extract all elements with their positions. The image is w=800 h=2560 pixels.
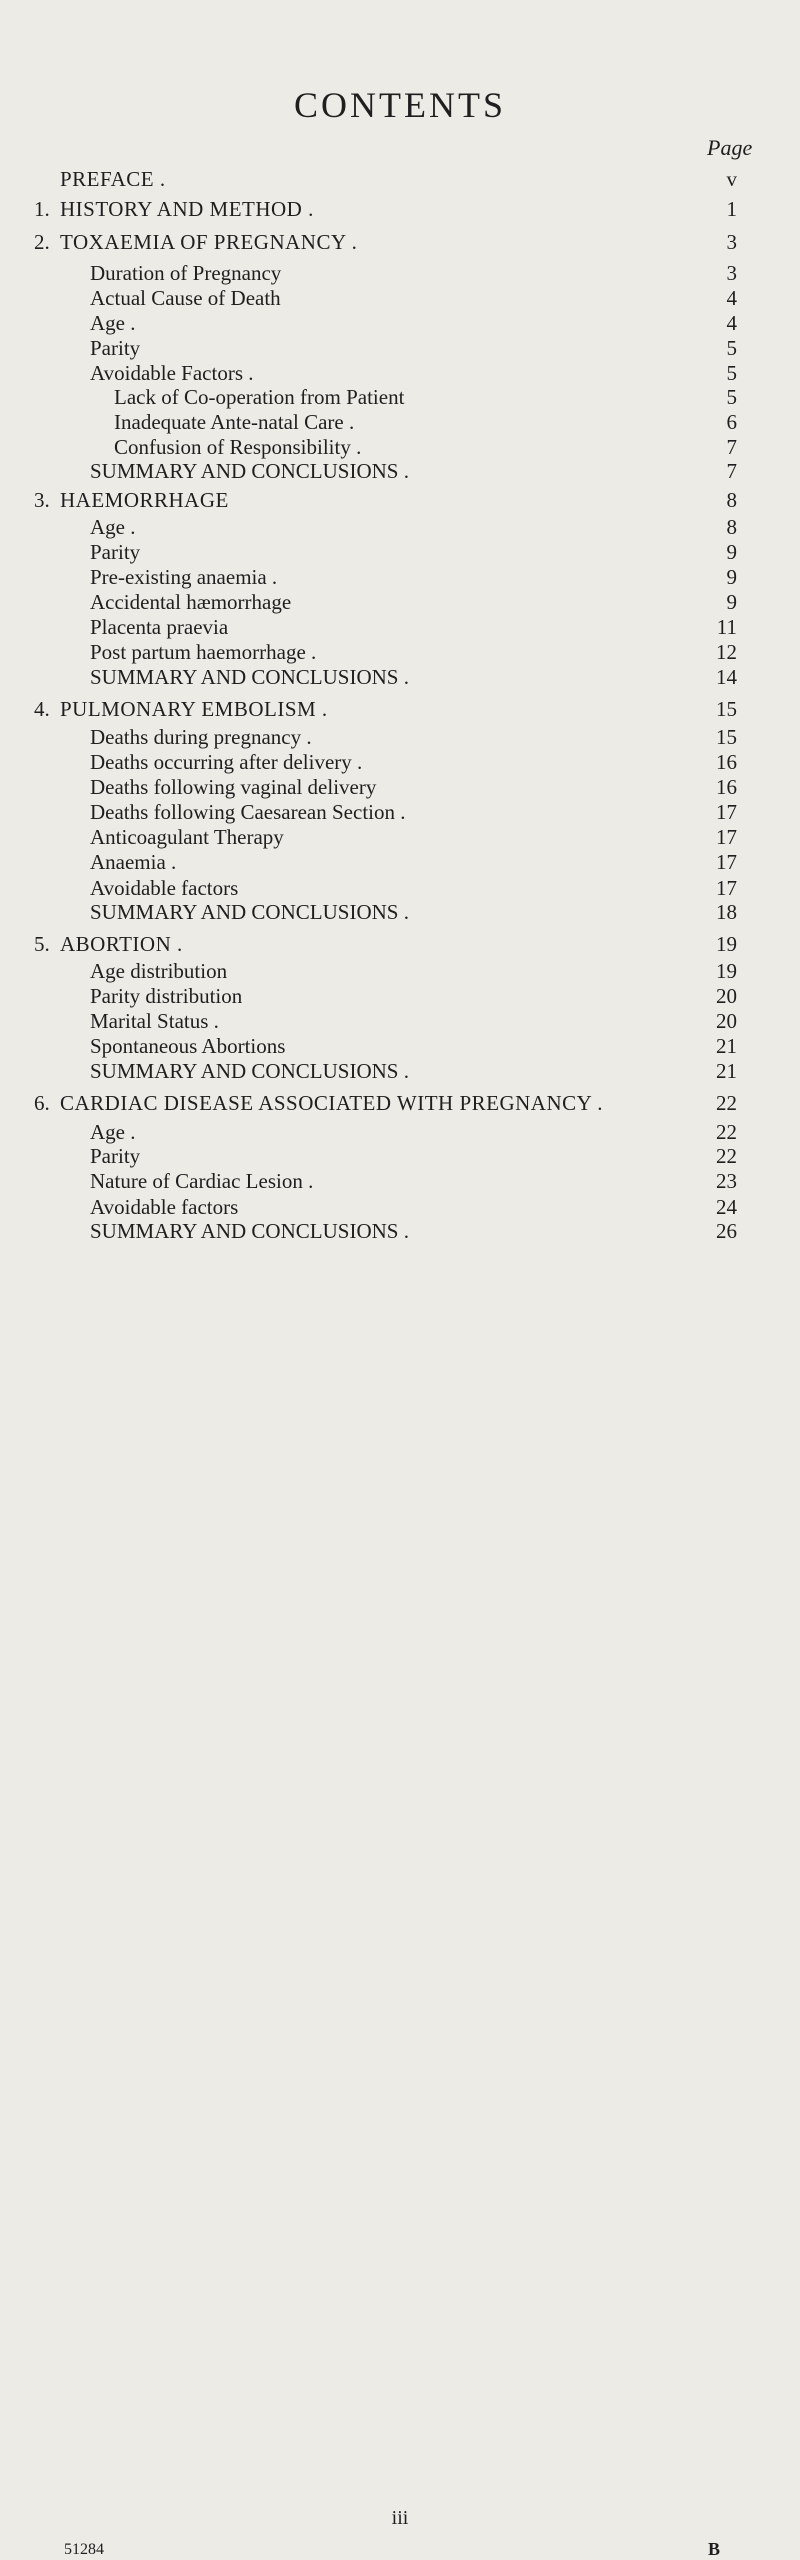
entry-title: Deaths occurring after delivery . [90, 750, 363, 775]
entry-page-number: 17 [716, 850, 737, 875]
entry-title: CARDIAC DISEASE ASSOCIATED WITH PREGNANCY . [60, 1091, 604, 1115]
toc-section-entry [0, 749, 800, 775]
toc-section-entry [0, 285, 800, 311]
entry-title: TOXAEMIA OF PREGNANCY . [60, 230, 358, 255]
entry-page-number: 11 [716, 615, 737, 639]
toc-chapter-entry [0, 696, 800, 722]
entry-title: HISTORY AND METHOD . [60, 196, 314, 221]
toc-chapter-entry [0, 196, 800, 222]
entry-title: Accidental hæmorrhage [90, 589, 292, 614]
entry-title: Age . [90, 1119, 136, 1144]
page-footer [0, 1252, 800, 2559]
entry-title: SUMMARY AND CONCLUSIONS . [90, 459, 409, 484]
toc-section-entry [0, 1008, 800, 1034]
entry-title: Avoidable factors [90, 1194, 239, 1219]
entry-title: ABORTION . [60, 932, 183, 957]
entry-page-number: 20 [716, 983, 737, 1008]
page-title: CONTENTS [294, 85, 506, 125]
entry-page-number: 26 [716, 1219, 737, 1243]
entry-title: SUMMARY AND CONCLUSIONS . [90, 899, 409, 924]
toc-chapter-entry [0, 487, 800, 513]
print-code: 51284 [64, 2541, 104, 2558]
entry-page-number: 19 [716, 959, 737, 984]
entry-page-number: 18 [716, 899, 737, 924]
entry-title: Nature of Cardiac Lesion . [90, 1169, 314, 1194]
entry-title: Duration of Pregnancy [90, 260, 282, 285]
entry-page-number: 20 [716, 1009, 737, 1033]
entry-title: Parity [90, 1144, 141, 1169]
toc-section-entry [0, 1033, 800, 1059]
entry-page-number: 8 [726, 487, 737, 512]
entry-title: SUMMARY AND CONCLUSIONS . [90, 1219, 409, 1243]
chapter-number: 1. [34, 196, 50, 221]
chapter-number: 2. [34, 230, 50, 255]
toc-section-entry [0, 1143, 800, 1169]
toc-section-entry [0, 875, 800, 901]
entry-page-number: 9 [726, 565, 737, 590]
entry-title: PULMONARY EMBOLISM . [60, 697, 328, 722]
chapter-number: 6. [34, 1091, 50, 1115]
entry-page-number: 17 [716, 825, 737, 850]
entry-title: HAEMORRHAGE [60, 487, 229, 512]
page-column-label: Page [707, 135, 753, 160]
chapter-number: 3. [34, 487, 50, 512]
toc-section-entry [0, 824, 800, 850]
toc-section-entry [0, 614, 800, 640]
toc-section-entry [0, 310, 800, 336]
page-number: iii [391, 2507, 409, 2529]
entry-page-number: 22 [716, 1119, 737, 1144]
entry-title: Age . [90, 311, 136, 336]
toc-section-entry [0, 458, 800, 484]
toc-section-entry [0, 639, 800, 665]
entry-page-number: 5 [726, 385, 737, 410]
entry-page-number: 4 [726, 311, 737, 336]
toc-section-entry [0, 799, 800, 825]
toc-section-entry [0, 434, 800, 460]
entry-page-number: 9 [726, 540, 737, 565]
entry-page-number: 5 [726, 335, 737, 360]
entry-title: Inadequate Ante-natal Care . [114, 409, 355, 434]
entry-title: Anaemia . [90, 850, 177, 875]
entry-title: Marital Status . [90, 1009, 219, 1033]
toc-section-entry [0, 1058, 800, 1084]
entry-title: Avoidable Factors . [90, 360, 254, 385]
entry-page-number: 23 [716, 1169, 737, 1194]
entry-page-number: 22 [716, 1091, 737, 1115]
toc-section-entry [0, 384, 800, 410]
toc-section-entry [0, 664, 800, 690]
entry-page-number: 4 [726, 286, 737, 310]
entry-title: SUMMARY AND CONCLUSIONS . [90, 1058, 409, 1083]
entry-page-number: 3 [726, 230, 737, 255]
entry-title: Parity [90, 335, 141, 360]
entry-title: Lack of Co-operation from Patient [114, 385, 405, 410]
toc-section-entry [0, 589, 800, 615]
entry-title: Placenta praevia [90, 615, 229, 639]
signature-mark: B [708, 2539, 721, 2559]
toc-section-entry [0, 360, 800, 386]
entry-page-number: 16 [716, 750, 737, 775]
entry-page-number: 15 [716, 725, 737, 749]
entry-title: Parity [90, 540, 141, 565]
entry-title: Deaths following Caesarean Section . [90, 799, 406, 824]
toc-section-entry [0, 1194, 800, 1220]
entry-title: Anticoagulant Therapy [90, 825, 284, 850]
toc-section-entry [0, 409, 800, 435]
toc-chapter-entry [0, 229, 800, 255]
entry-page-number: 15 [716, 697, 737, 722]
entry-page-number: 7 [726, 434, 737, 459]
entry-page-number: 22 [716, 1144, 737, 1169]
entry-page-number: 7 [726, 459, 737, 484]
entry-page-number: 17 [716, 875, 737, 900]
toc-section-entry [0, 774, 800, 800]
entry-title: Age distribution [90, 959, 228, 984]
entry-page-number: 1 [726, 196, 737, 221]
entry-title: Parity distribution [90, 983, 243, 1008]
chapter-number: 5. [34, 932, 50, 957]
toc-chapter-entry [0, 1090, 800, 1116]
toc-section-entry [0, 539, 800, 565]
entry-page-number: v [726, 167, 737, 191]
entry-page-number: 19 [716, 932, 737, 957]
toc-section-entry [0, 899, 800, 925]
entry-page-number: 21 [716, 1034, 737, 1059]
entry-page-number: 8 [726, 515, 737, 539]
entry-title: Actual Cause of Death [90, 286, 281, 310]
entry-title: Confusion of Responsibility . [114, 434, 362, 459]
entry-page-number: 3 [726, 260, 737, 285]
entry-title: Avoidable factors [90, 875, 239, 900]
entry-title: SUMMARY AND CONCLUSIONS . [90, 664, 409, 689]
toc-chapter-entry [0, 931, 800, 957]
toc-section-entry [0, 564, 800, 590]
toc-section-entry [0, 983, 800, 1009]
toc-section-entry [0, 1168, 800, 1194]
toc-section-entry [0, 260, 800, 286]
entry-page-number: 6 [726, 409, 737, 434]
toc-section-entry [0, 849, 800, 875]
entry-title: Deaths during pregnancy . [90, 725, 312, 749]
entry-title: Age . [90, 515, 136, 539]
entry-page-number: 17 [716, 799, 737, 824]
entry-page-number: 24 [716, 1194, 737, 1219]
chapter-number: 4. [34, 697, 50, 722]
toc-chapter-entry [0, 166, 800, 192]
entry-page-number: 9 [726, 589, 737, 614]
toc-section-entry [0, 1218, 800, 1244]
entry-page-number: 5 [726, 360, 737, 385]
entry-page-number: 12 [716, 640, 737, 665]
toc-section-entry [0, 724, 800, 750]
entry-title: Spontaneous Abortions [90, 1034, 286, 1059]
entry-title: PREFACE . [60, 167, 166, 191]
toc-section-entry [0, 335, 800, 361]
entry-page-number: 16 [716, 774, 737, 799]
toc-section-entry [0, 958, 800, 984]
entry-page-number: 21 [716, 1058, 737, 1083]
entry-title: Pre-existing anaemia . [90, 565, 278, 590]
entry-title: Post partum haemorrhage . [90, 640, 317, 665]
entry-title: Deaths following vaginal delivery [90, 774, 377, 799]
toc-section-entry [0, 1119, 800, 1145]
toc-section-entry [0, 514, 800, 540]
entry-page-number: 14 [716, 664, 737, 689]
